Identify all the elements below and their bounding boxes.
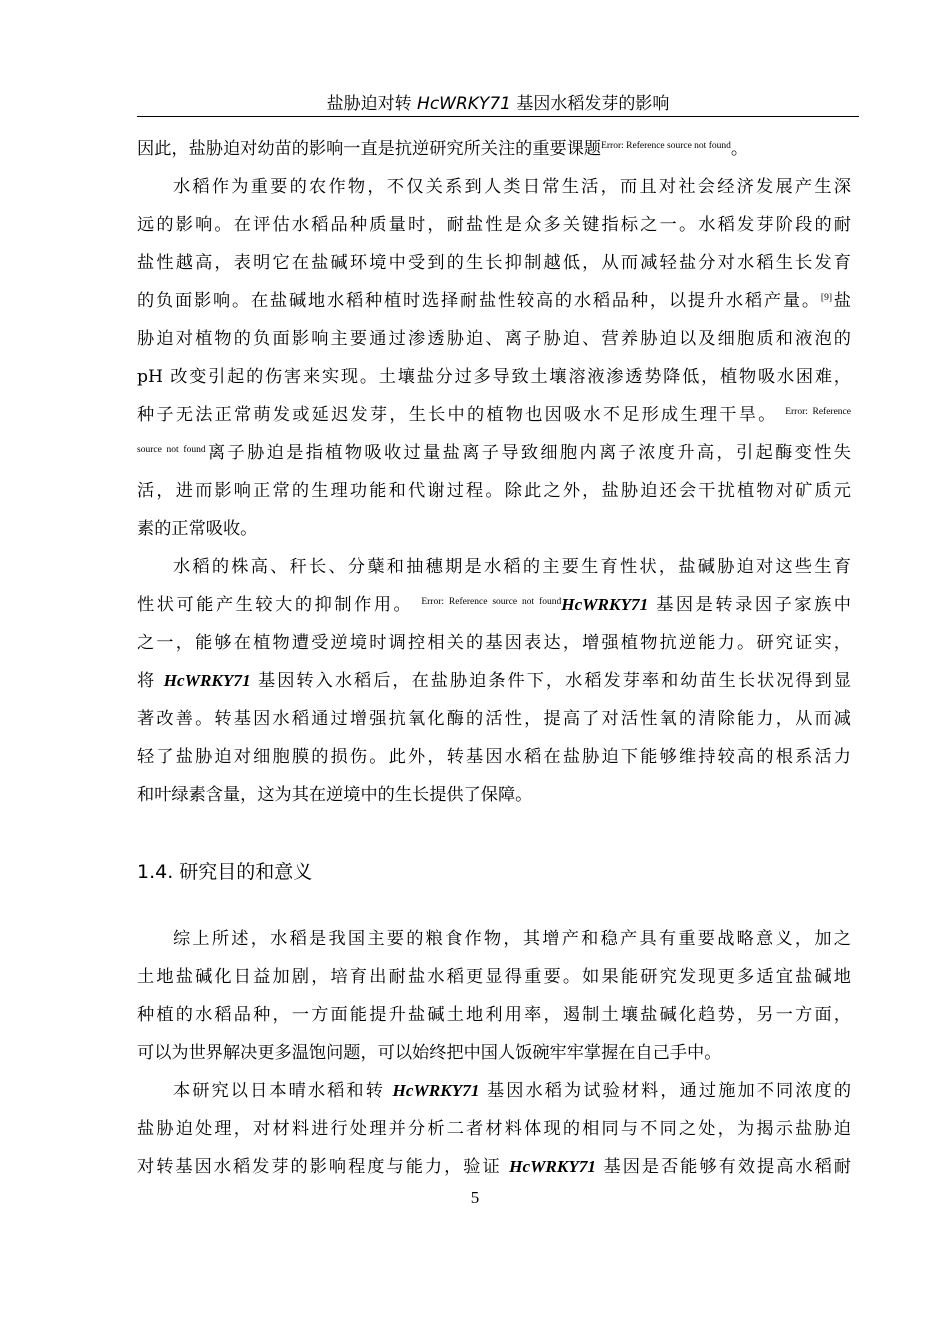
text-run: 因此，盐胁迫对幼苗的影响一直是抗逆研究所关注的重要课题 [137,139,602,159]
body-text [137,130,851,814]
paragraph-line [137,1072,851,1110]
paragraph-line: 综上所述，水稻是我国主要的粮食作物，其增产和稳产具有重要战略意义，加之 [173,929,851,949]
text-run: 性状可能产生较大的抑制作用。 [137,595,414,615]
text-run: 本研究以日本晴水稻和转 [173,1081,393,1101]
page-number: 5 [470,1188,480,1207]
paragraph-line: 土地盐碱化日益加剧，培育出耐盐水稻更显得重要。如果能研究发现更多适宜盐碱地 [137,967,851,987]
reference-error: source not found [137,445,206,455]
header-prefix: 盐胁迫对转 [326,94,418,114]
paragraph-line: 著改善。转基因水稻通过增强抗氧化酶的活性，提高了对活性氧的清除能力，从而减 [137,709,851,729]
header-gene: HcWRKY71 [417,94,511,114]
text-run: 将 [137,671,164,691]
text-run: 的负面影响。在盐碱地水稻种植时选择耐盐性较高的水稻品种，以提升水稻产量。 [137,291,821,311]
text-run: 基因是否能够有效提高水稻耐 [596,1157,851,1177]
paragraph-line: 盐性越高，表明它在盐碱环境中受到的生长抑制越低，从而减轻盐分对水稻生长发育 [137,253,851,273]
paragraph-line: 盐胁迫处理，对材料进行处理并分析二者材料体现的相同与不同之处，为揭示盐胁迫 [137,1119,851,1139]
paragraph-line [137,130,851,168]
paragraph-line [137,586,851,624]
paragraph-line: 远的影响。在评估水稻品种质量时，耐盐性是众多关键指标之一。水稻发芽阶段的耐 [137,215,851,235]
text-run: 对转基因水稻发芽的影响程度与能力，验证 [137,1157,510,1177]
paragraph-line: 种植的水稻品种，一方面能提升盐碱土地利用率，遏制土壤盐碱化趋势，另一方面， [137,1005,851,1025]
paragraph-line: 轻了盐胁迫对细胞膜的损伤。此外，转基因水稻在盐胁迫下能够维持较高的根系活力 [137,747,851,767]
paragraph-line: 和叶绿素含量，这为其在逆境中的生长提供了保障。 [137,785,533,805]
paragraph-line: 水稻作为重要的农作物，不仅关系到人类日常生活，而且对社会经济发展产生深 [173,177,851,197]
reference-error: Error: Reference source not found [601,141,731,151]
paragraph-line [137,1148,851,1186]
text-run: 。 [730,139,749,159]
header-suffix: 基因水稻发芽的影响 [510,94,670,114]
paragraph-line: 水稻的株高、秆长、分蘖和抽穗期是水稻的主要生育性状，盐碱胁迫对这些生育 [173,557,851,577]
reference-error: Error: Reference [785,407,851,417]
paragraph-line: 之一，能够在植物遭受逆境时调控相关的基因表达，增强植物抗逆能力。研究证实， [137,633,851,653]
paragraph-line [137,662,851,700]
section-heading: 1.4. 研究目的和意义 [137,861,313,883]
gene-name: HcWRKY71 [509,1157,597,1176]
paragraph-line [137,434,851,472]
text-run: 离子胁迫是指植物吸收过量盐离子导致细胞内离子浓度升高，引起酶变性失 [205,443,851,463]
paragraph-line [137,282,851,320]
gene-name: HcWRKY71 [561,595,649,614]
paragraph-line: 素的正常吸收。 [137,519,258,539]
reference-error: Error: Reference source not found [421,597,562,607]
paragraph-line: 活，进而影响正常的生理功能和代谢过程。除此之外，盐胁迫还会干扰植物对矿质元 [137,481,851,501]
text-run: 种子无法正常萌发或延迟发芽，生长中的植物也因吸水不足形成生理干旱。 [137,405,778,425]
body-text-2 [137,920,851,1186]
paragraph-line: pH 改变引起的伤害来实现。土壤盐分过多导致土壤溶液渗透势降低，植物吸水困难， [137,367,851,387]
paragraph-line: 可以为世界解决更多温饱问题，可以始终把中国人饭碗牢牢掌握在自己手中。 [137,1043,722,1063]
gene-name: HcWRKY71 [163,671,251,690]
text-run: 盐 [831,291,851,311]
text-run: 基因是转录因子家族中 [648,595,851,615]
paragraph-line [137,396,851,434]
text-run: 基因水稻为试验材料，通过施加不同浓度的 [479,1081,852,1101]
running-header [137,94,859,117]
paragraph-line: 胁迫对植物的负面影响主要通过渗透胁迫、离子胁迫、营养胁迫以及细胞质和液泡的 [137,329,851,349]
text-run: 基因转入水稻后，在盐胁迫条件下，水稻发芽率和幼苗生长状况得到显 [250,671,852,691]
citation: [9] [820,293,832,303]
gene-name: HcWRKY71 [392,1081,480,1100]
